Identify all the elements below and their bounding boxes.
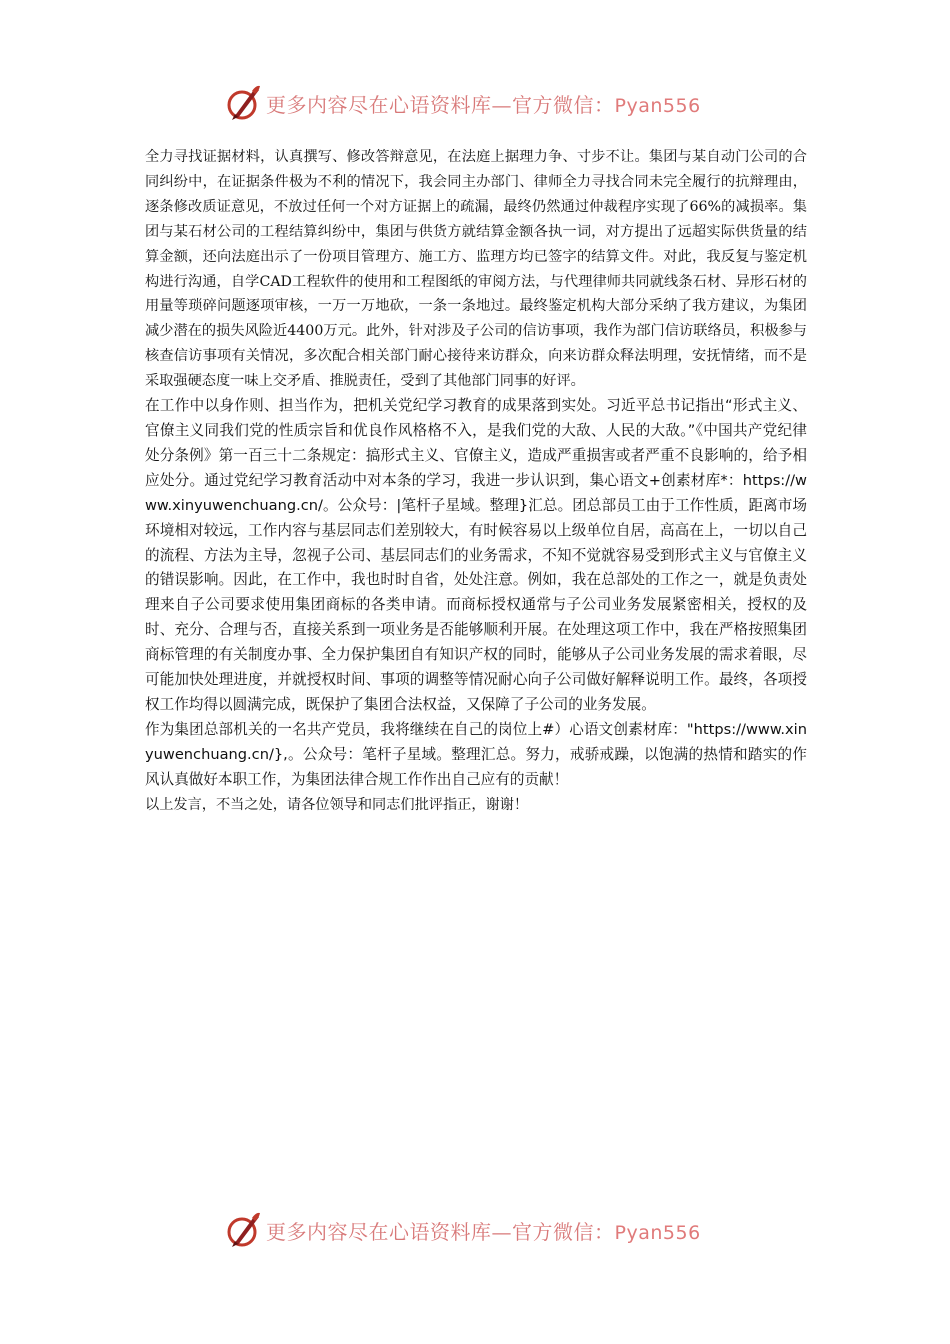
paragraph-closing: 以上发言，不当之处，请各位领导和同志们批评指正，谢谢！: [145, 796, 529, 813]
header-banner: [226, 80, 726, 126]
footer-banner: [226, 1207, 726, 1253]
paragraph-litigation: 全力寻找证据材料，认真撰写、修改答辩意见，在法庭上据理力争、寸步不让。集团与某自动门公司的合同纠纷中，在证据条件极为不利的情况下，我会同主办部门、律师全力寻找合同未完全履行的抗辩理由，逐条修改质证意见，不放过任何一个对方证据上的疏漏，最终仍然通过仲裁程序实现了66%的减损率。集团与某石材公司的工程结算纠纷中，集团与供货方就结算金额各执一词，对方提出了远超实际供货量的结算金额，还向法庭出示了一份项目管理方、施工方、监理方均已签字的结算文件。对此，我反复与鉴定机构进行沟通，自学CAD工程软件的使用和工程图纸的审阅方法，与代理律师共同就线条石材、异形石材的用量等琐碎问题逐项审核，一万一万地砍，一条一条地过。最终鉴定机构大部分采纳了我方建议，为集团减少潜在的损失风险近4400万元。此外，针对涉及子公司的信访事项，我作为部门信访联络员，积极参与核查信访事项有关情况，多次配合相关部门耐心接待来访群众，向来访群众释法明理，安抚情绪，而不是采取强硬态度一味上交矛盾、推脱责任，受到了其他部门同事的好评。: [145, 149, 807, 390]
quill-pen-logo-icon: [226, 1210, 262, 1250]
banner-text: 更多内容尽在心语资料库—官方微信：Pyan556: [266, 92, 701, 117]
paragraph-party-discipline: 在工作中以身作则、担当作为，把机关党纪学习教育的成果落到实处。习近平总书记指出“形式主义、官僚主义同我们党的性质宗旨和优良作风格格不入，是我们党的大敌、人民的大敌。”《中国共产党纪律处分条例》第一百三十二条规定：搞形式主义、官僚主义，造成严重损害或者严重不良影响的，给予相应处分。通过党纪学习教育活动中对本条的学习，我进一步认识到，集心语文+创素材库*：https://www.xinyuwenchuang.cn/。公众号：|笔杆子星域。整理}汇总。团总部员工由于工作性质，距离市场环境相对较远，工作内容与基层同志们差别较大，有时候容易以上级单位自居，高高在上，一切以自己的流程、方法为主导，忽视子公司、基层同志们的业务需求，不知不觉就容易受到形式主义与官僚主义的错误影响。因此，在工作中，我也时时自省，处处注意。例如，我在总部处的工作之一，就是负责处理来自子公司要求使用集团商标的各类申请。而商标授权通常与子公司业务发展紧密相关，授权的及时、充分、合理与否，直接关系到一项业务是否能够顺利开展。在处理这项工作中，我在严格按照集团商标管理的有关制度办事、全力保护集团自有知识产权的同时，能够从子公司业务发展的需求着眼，尽可能加快处理进度，并就授权时间、事项的调整等情况耐心向子公司做好解释说明工作。最终，各项授权工作均得以圆满完成，既保护了集团合法权益，又保障了子公司的业务发展。: [145, 397, 807, 713]
banner-text: 更多内容尽在心语资料库—官方微信：Pyan556: [266, 1219, 701, 1244]
wechat-id: Pyan556: [614, 94, 701, 117]
document-body: [145, 145, 807, 817]
wechat-id: Pyan556: [614, 1221, 701, 1244]
paragraph-commitment: 作为集团总部机关的一名共产党员，我将继续在自己的岗位上#）心语文创素材库："https://www.xinyuwenchuang.cn/},。公众号：笔杆子星域。整理汇总。努力，戒骄戒躁，以饱满的热情和踏实的作风认真做好本职工作，为集团法律合规工作作出自己应有的贡献！: [145, 720, 807, 788]
quill-pen-logo-icon: [226, 83, 262, 123]
